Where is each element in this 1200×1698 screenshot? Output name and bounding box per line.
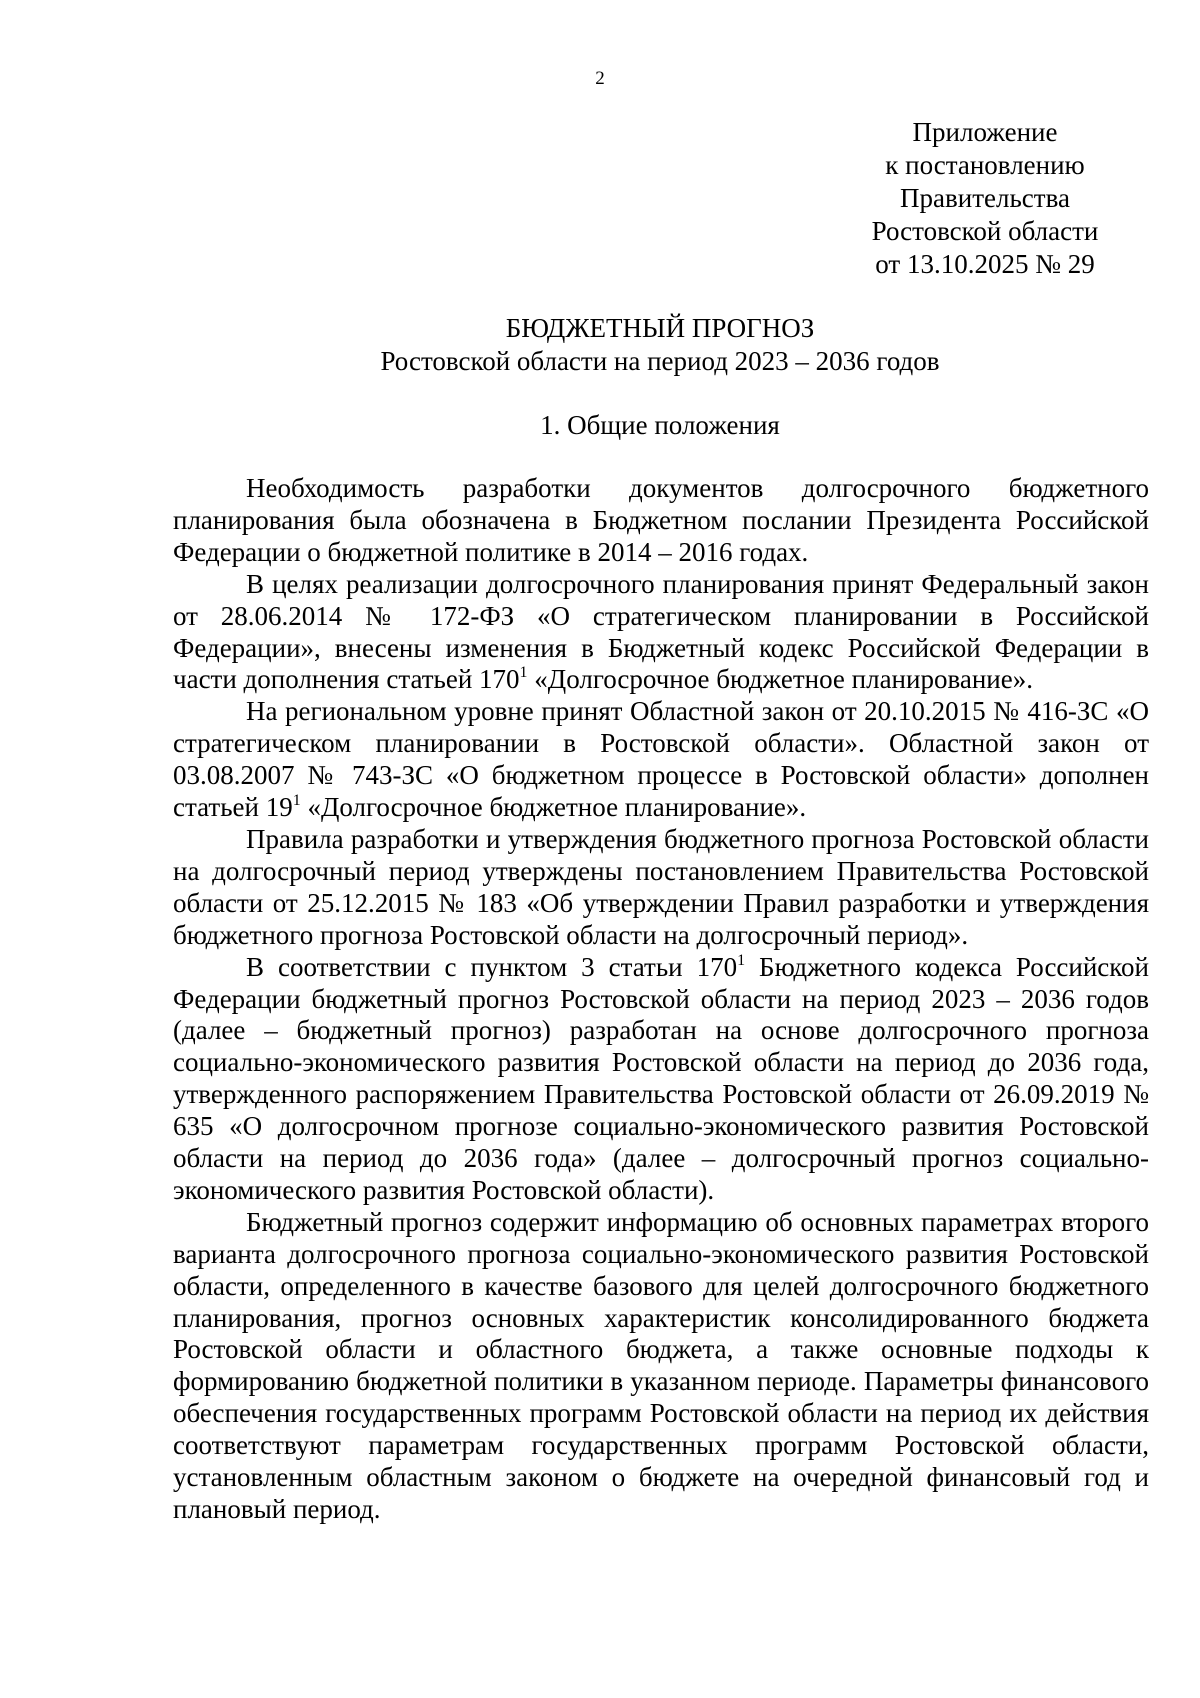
paragraph-text: В соответствии с пунктом 3 статьи 170: [246, 951, 738, 982]
appendix-line: Правительства: [900, 183, 1070, 213]
appendix-date-number: от 13.10.2025 № 29: [875, 249, 1095, 279]
appendix-line: Приложение: [912, 117, 1058, 147]
paragraph: [173, 1207, 1149, 1526]
document-subtitle: Ростовской области на период 2023 – 2036 годов: [380, 346, 940, 376]
paragraph: [173, 824, 1149, 952]
body-text: [173, 473, 1149, 1526]
paragraph: [173, 696, 1149, 824]
paragraph-text: Правила разработки и утверждения бюджетного прогноза Ростовской области на долгосрочный период утверждены постановлением Правительства Ростовской области от 25.12.2015 № 183 «Об утверждении Правил разработки и утверждения бюджетного прогноза Ростовской области на долгосрочный период».: [173, 823, 1149, 950]
paragraph-text: «Долгосрочное бюджетное планирование».: [300, 792, 807, 823]
superscript: 1: [292, 792, 301, 810]
section-heading: 1. Общие положения: [540, 410, 780, 440]
paragraph-text: Бюджетного кодекса Российской Федерации бюджетный прогноз Ростовской области на период 2023 – 2036 годов (далее – бюджетный прогноз) разработан на основе долгосрочного прогноза социально-экономического развития Ростовской области на период до 2036 года, утвержденного распоряжением Правительства Ростовской области от 26.09.2019 № 635 «О долгосрочном прогнозе социально-экономического развития Ростовской области на период до 2036 года» (далее – долгосрочный прогноз социально-экономического развития Ростовской области).: [173, 951, 1149, 1205]
paragraph-text: Бюджетный прогноз содержит информацию об основных параметрах второго варианта долгосрочного прогноза социально-экономического развития Ростовской области, определенного в качестве базового для целей долгосрочного бюджетного планирования, прогноз основных характеристик консолидированного бюджета Ростовской области и областного бюджета, а также основные подходы к формированию бюджетной политики в указанном периоде. Параметры финансового обеспечения государственных программ Ростовской области на период их действия соответствуют параметрам государственных программ Ростовской области, установленным областным законом о бюджете на очередной финансовый год и плановый период.: [173, 1206, 1149, 1524]
superscript: 1: [519, 664, 528, 682]
document-title: БЮДЖЕТНЫЙ ПРОГНОЗ: [505, 313, 815, 343]
paragraph-text: На региональном уровне принят Областной закон от 20.10.2015 № 416-ЗС «О стратегическом планировании в Ростовской области». Областной закон от 03.08.2007 № 743-ЗС «О бюджетном процессе в Ростовской области» дополнен статьей 19: [173, 696, 1149, 823]
paragraph-text: «Долгосрочное бюджетное планирование».: [527, 664, 1033, 695]
appendix-line: Ростовской области: [871, 216, 1099, 246]
document-title-block: [0, 312, 1200, 378]
paragraph-text: Необходимость разработки документов долгосрочного бюджетного планирования была обозначена в Бюджетном послании Президента Российской Федерации о бюджетной политике в 2014 – 2016 годах.: [173, 473, 1149, 567]
page-number: 2: [595, 68, 605, 89]
appendix-block: [830, 116, 1140, 281]
superscript: 1: [737, 951, 746, 969]
paragraph: [173, 952, 1149, 1207]
paragraph-text: В целях реализации долгосрочного планирования принят Федеральный закон от 28.06.2014 № 172-ФЗ «О стратегическом планировании в Российской Федерации», внесены изменения в Бюджетный кодекс Российской Федерации в части дополнения статьей 170: [173, 568, 1149, 695]
paragraph: [173, 473, 1149, 569]
paragraph: [173, 569, 1149, 697]
appendix-line: к постановлению: [885, 150, 1085, 180]
